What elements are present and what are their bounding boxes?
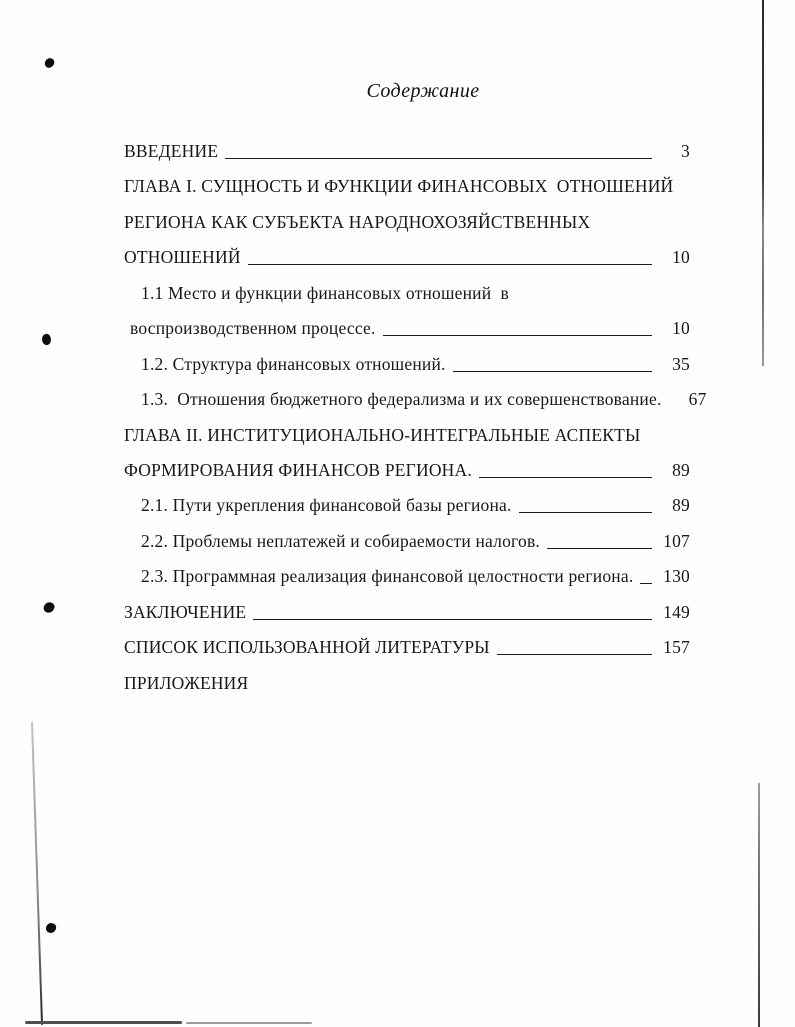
toc-entry-label: ЗАКЛЮЧЕНИЕ — [124, 601, 247, 622]
toc-entry-label: 2.3. Программная реализация финансовой целостности региона. — [141, 566, 634, 587]
toc-entry-label: воспроизводственном процессе. — [130, 318, 376, 339]
page-title: Содержание — [366, 80, 480, 102]
leader-line — [479, 477, 652, 478]
page-number: 10 — [672, 318, 690, 339]
toc-entry-label: ПРИЛОЖЕНИЯ — [124, 672, 249, 693]
toc-entry-1-2 — [124, 347, 690, 382]
toc-entry-label: ГЛАВА II. ИНСТИТУЦИОНАЛЬНО-ИНТЕГРАЛЬНЫЕ АСПЕКТЫ — [124, 424, 641, 445]
toc-entry-label: ОТНОШЕНИЙ — [124, 247, 241, 268]
toc-entry-chapter1-line3 — [124, 240, 690, 275]
toc-entry-label: 1.2. Структура финансовых отношений. — [141, 353, 446, 374]
page-number: 89 — [672, 495, 690, 516]
scan-edge-bottom-dark — [25, 1021, 182, 1024]
toc-entry-1-3 — [124, 382, 707, 417]
page-number: 10 — [672, 247, 690, 268]
toc-entry-chapter1-line1 — [124, 169, 690, 204]
page-number: 3 — [681, 141, 690, 161]
leader-line — [248, 264, 652, 265]
leader-line — [453, 371, 652, 372]
toc-entry-1-1-line2 — [124, 311, 690, 346]
leader-line — [640, 583, 652, 584]
toc-entry-chapter2-line2 — [124, 453, 690, 488]
leader-line — [225, 158, 652, 159]
scan-edge-right-top — [762, 0, 764, 366]
toc-entry-appendices — [124, 666, 690, 701]
leader-line — [497, 654, 652, 655]
toc-entry-conclusion — [124, 595, 690, 630]
toc-entry-label: ВВЕДЕНИЕ — [124, 141, 219, 161]
table-of-contents — [124, 134, 707, 701]
toc-entry-label: 1.1 Место и функции финансовых отношений в — [141, 282, 509, 303]
scan-edge-bottom-faint — [186, 1022, 312, 1024]
toc-entry-label: СПИСОК ИСПОЛЬЗОВАННОЙ ЛИТЕРАТУРЫ — [124, 637, 490, 658]
page-number: 107 — [663, 530, 690, 551]
scan-edge-right-bottom — [758, 783, 760, 1027]
page-number: 149 — [663, 601, 690, 622]
toc-entry-label: РЕГИОНА КАК СУБЪЕКТА НАРОДНОХОЗЯЙСТВЕННЫХ — [124, 211, 591, 232]
page-number: 67 — [688, 389, 707, 410]
page-number: 89 — [672, 459, 690, 480]
toc-entry-2-2 — [124, 524, 690, 559]
toc-entry-label: ГЛАВА I. СУЩНОСТЬ И ФУНКЦИИ ФИНАНСОВЫХ ОТНОШЕНИЙ — [124, 176, 674, 197]
leader-line — [547, 548, 652, 549]
ink-mark — [41, 333, 53, 346]
page-number: 130 — [663, 566, 690, 587]
toc-entry-chapter1-line2 — [124, 205, 690, 240]
leader-line — [519, 512, 652, 513]
leader-line — [253, 619, 652, 620]
leader-line — [383, 335, 652, 336]
ink-mark — [45, 922, 57, 934]
page-number: 35 — [672, 353, 690, 374]
toc-entry-bibliography — [124, 630, 690, 665]
page-number: 157 — [663, 637, 690, 658]
toc-entry-chapter2-line1 — [124, 418, 690, 453]
toc-entry-2-1 — [124, 488, 690, 523]
toc-entry-label: 2.2. Проблемы неплатежей и собираемости налогов. — [141, 530, 540, 551]
toc-entry-2-3 — [124, 559, 690, 594]
toc-entry-introduction — [124, 134, 690, 169]
ink-mark — [43, 57, 55, 70]
ink-mark — [42, 600, 57, 615]
toc-entry-label: ФОРМИРОВАНИЯ ФИНАНСОВ РЕГИОНА. — [124, 459, 472, 480]
scan-edge-left — [31, 722, 43, 1025]
toc-entry-label: 2.1. Пути укрепления финансовой базы региона. — [141, 495, 512, 516]
toc-entry-1-1-line1 — [124, 276, 690, 311]
toc-entry-label: 1.3. Отношения бюджетного федерализма и их совершенствование. — [141, 389, 662, 410]
